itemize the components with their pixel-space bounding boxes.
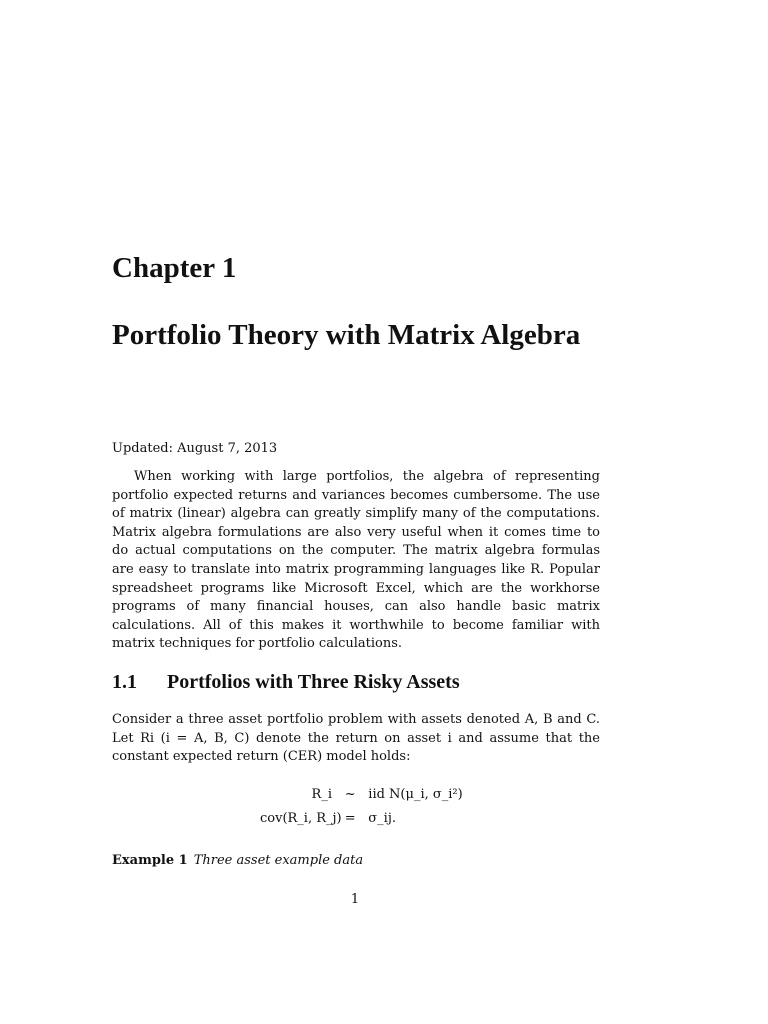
equation-cov bbox=[260, 810, 396, 828]
equation-relation: ~ bbox=[344, 787, 356, 802]
section-paragraph: Consider a three asset portfolio problem with assets denoted A, B and C. Let Ri (i = A, B, C) denote the return on asset i and assume that the constant expected return (CER) model holds: bbox=[112, 712, 600, 765]
example-heading bbox=[112, 851, 363, 870]
equation-lhs: cov(R_i, R_j) bbox=[260, 811, 342, 826]
equation-rhs: σ_ij. bbox=[368, 811, 396, 826]
intro-paragraph: When working with large portfolios, the algebra of representing portfolio expected returns and variances becomes cumbersome. The use of matrix (linear) algebra can greatly simplify many of the computations. Matrix algebra formulations are also very useful when it comes time to do actual computations on the computer. The matrix algebra formulas are easy to translate into matrix programming languages like R. Popular spreadsheet programs like Microsoft Excel, which are the workhorse programs of many financial houses, can also handle basic matrix calculations. All of this makes it worthwhile to become familiar with matrix techniques for portfolio calculations. bbox=[112, 469, 600, 652]
chapter-label: Chapter 1 bbox=[112, 252, 237, 284]
page-number: 1 bbox=[350, 892, 360, 907]
equation-rhs: iid N(μ_i, σ_i²) bbox=[368, 787, 463, 802]
equation-iid bbox=[260, 786, 463, 804]
equation-relation: = bbox=[344, 811, 356, 826]
example-label: Example 1 bbox=[112, 853, 188, 868]
section-number: 1.1 bbox=[112, 671, 137, 693]
chapter-title: Portfolio Theory with Matrix Algebra bbox=[112, 319, 581, 351]
section-title: Portfolios with Three Risky Assets bbox=[167, 671, 460, 693]
updated-date: Updated: August 7, 2013 bbox=[112, 441, 278, 456]
section-heading bbox=[112, 668, 460, 696]
example-caption: Three asset example data bbox=[193, 853, 364, 868]
equation-lhs: R_i bbox=[311, 787, 332, 802]
